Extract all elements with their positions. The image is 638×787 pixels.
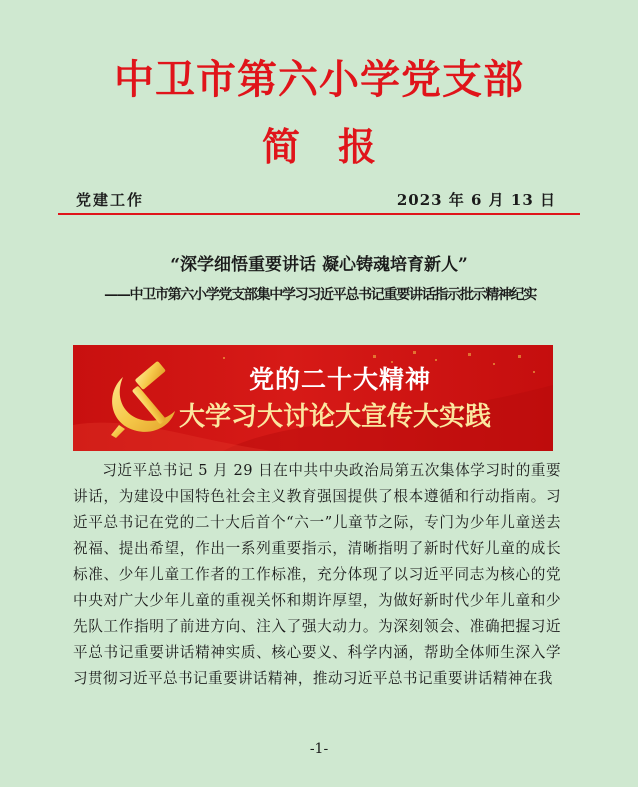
doc-type-title: 简报 (261, 124, 414, 169)
banner-line-1: 党的二十大精神 (249, 365, 432, 394)
article-body: 习近平总书记 5 月 29 日在中共中央政治局第五次集体学习时的重要讲话，为建设中国特色社会主义教育强国提供了根本遵循和行动指南。习近平总书记在党的二十大后首个“六一”儿童节之际，专门为少年儿童送去祝福、提出希望，作出一系列重要指示，清晰指明了新时代好儿童的成长标准、少年儿童工作者的工作标准，充分体现了以习近平同志为核心的党中央对广大少年儿童的重视关怀和期许厚望，为做好新时代少年儿童和少先队工作指明了前进方向、注入了强大动力。为深刻领会、准确把握习近平总书记重要讲话精神实质、核心要义、科学内涵，帮助全体师生深入学习贯彻习近平总书记重要讲话精神，推动习近平总书记重要讲话精神在我 (73, 462, 561, 687)
hammer-sickle-icon (101, 359, 183, 441)
banner-line-2: 大学习大讨论大宣传大实践 (179, 402, 492, 432)
category-label: 党建工作 (76, 191, 145, 209)
article-title: “深学细悟重要讲话 凝心铸魂培育新人” (170, 255, 468, 275)
header-divider (58, 213, 580, 215)
issue-date: 2023 年 6 月 13 日 (396, 191, 556, 209)
meta-row (76, 190, 556, 210)
page-number: -1- (309, 741, 329, 757)
org-title: 中卫市第六小学党支部 (114, 56, 524, 103)
banner-image (73, 345, 553, 451)
article-subtitle: ——中卫市第六小学党支部集中学习习近平总书记重要讲话指示批示精神纪实 (104, 287, 536, 303)
